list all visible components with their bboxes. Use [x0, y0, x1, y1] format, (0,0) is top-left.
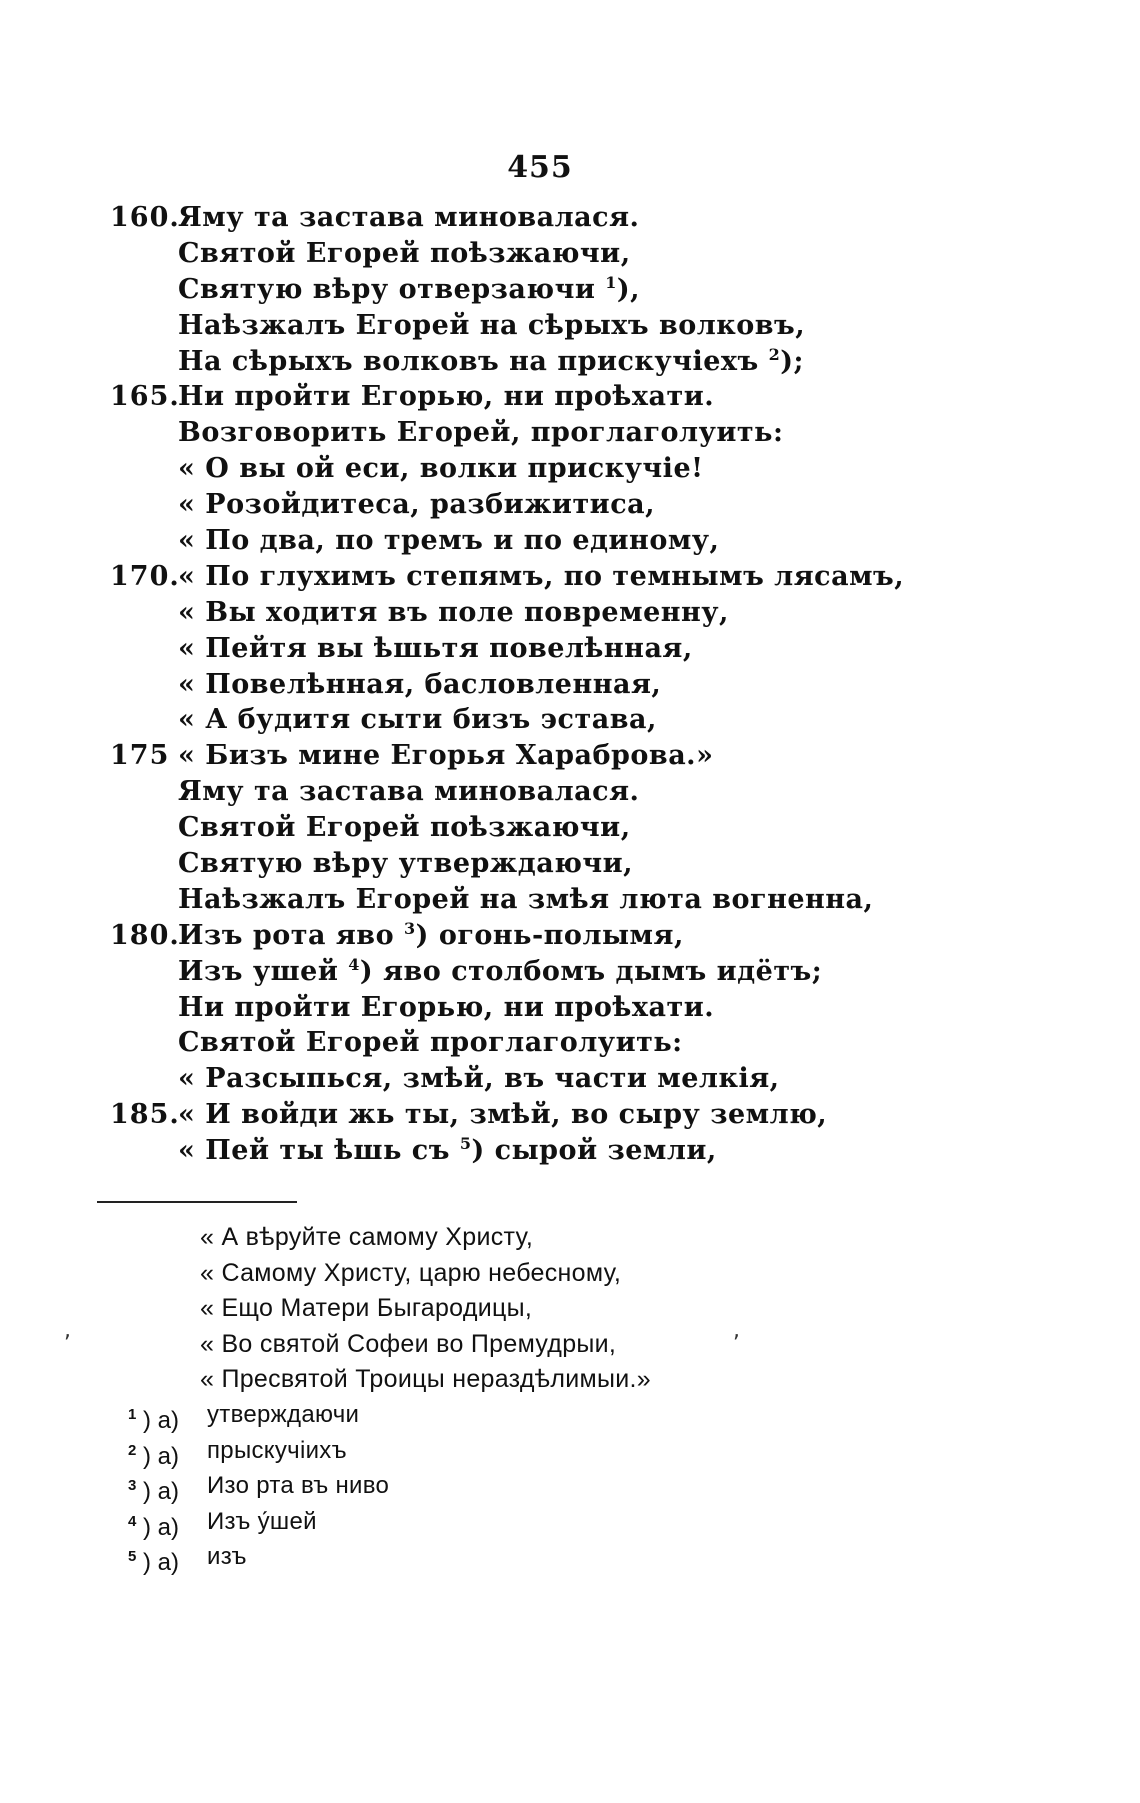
footnote-ref: 3	[404, 918, 416, 938]
verse-line	[0, 595, 1140, 631]
verse-text-main: « Пей ты ѣшь съ	[178, 1135, 450, 1167]
footnote-divider	[97, 1201, 297, 1203]
verse-text	[178, 918, 684, 954]
line-number: 185.	[110, 1099, 180, 1131]
verse-line	[0, 882, 1140, 918]
verse-text-main: Святую вѣру отверзаючи	[178, 273, 596, 305]
footnote-mark	[128, 1539, 179, 1581]
verse-text	[178, 810, 631, 846]
footnote-ref: 4	[348, 954, 360, 974]
verse-text	[178, 308, 805, 344]
verse-text-main: « По два, по тремъ и по единому,	[178, 525, 720, 557]
verse-text	[178, 523, 719, 559]
verse-line	[0, 667, 1140, 703]
verse-line	[0, 810, 1140, 846]
verse-text-main: Святой Егорей поѣзжаючи,	[178, 812, 631, 844]
verse-text-main: « Бизъ мине Егорья Хараброва.»	[178, 740, 714, 772]
verse-block	[0, 200, 1140, 1169]
verse-text-main: Изъ рота яво	[178, 919, 395, 951]
line-number: 180.	[110, 919, 180, 951]
verse-line	[0, 415, 1140, 451]
verse-text	[178, 272, 640, 308]
footnote-ref: 5	[459, 1134, 472, 1154]
verse-line	[0, 1025, 1140, 1061]
verse-text	[178, 990, 714, 1026]
variant-block	[0, 1220, 1140, 1398]
verse-line	[0, 774, 1140, 810]
verse-text-main: « Разсыпься, змѣй, въ части мелкія,	[178, 1063, 780, 1095]
verse-line	[0, 379, 1140, 415]
verse-text-main: « По глухимъ степямъ, по темнымъ лясамъ,	[178, 560, 905, 592]
verse-text-main: « А будитя сыти бизъ эстава,	[178, 704, 657, 736]
verse-line	[0, 308, 1140, 344]
verse-line	[0, 451, 1140, 487]
footnote-text: прыскучіихъ	[207, 1436, 347, 1464]
verse-text	[178, 451, 703, 487]
footnote	[0, 1468, 1140, 1504]
verse-text-main: Изъ ушей	[178, 955, 339, 987]
verse-text-main: Ни пройти Егорью, ни проѣхати.	[178, 991, 715, 1023]
verse-text-main: « Розойдитеса, разбижитиса,	[178, 489, 656, 521]
verse-text	[178, 774, 639, 810]
verse-line	[0, 990, 1140, 1026]
footnote	[0, 1539, 1140, 1575]
footnote-number: 2	[128, 1441, 137, 1459]
verse-text-main: « Повелѣнная, басловленная,	[178, 668, 662, 700]
variant-line	[0, 1220, 1140, 1256]
verse-line	[0, 344, 1140, 380]
verse-line	[0, 918, 1140, 954]
line-number: 165.	[110, 381, 180, 413]
verse-text	[178, 667, 661, 703]
line-number: 170.	[110, 560, 180, 592]
verse-line	[0, 954, 1140, 990]
line-number: 160.	[110, 202, 180, 233]
print-speck: ,	[733, 1318, 740, 1343]
verse-text-main: Яму та застава миновалася.	[178, 202, 640, 233]
verse-text	[178, 882, 873, 918]
footnote-number: 5	[128, 1548, 137, 1565]
verse-text-main: Святой Егорей поѣзжаючи,	[178, 237, 631, 269]
footnote	[0, 1433, 1140, 1469]
footnote-label: ) а)	[136, 1407, 180, 1434]
footnote-text: Изъ у́шей	[207, 1507, 317, 1535]
variant-line	[0, 1327, 1140, 1363]
verse-line	[0, 487, 1140, 523]
verse-line	[0, 1097, 1140, 1133]
verse-line	[0, 1061, 1140, 1097]
verse-text	[178, 595, 729, 631]
verse-line	[0, 702, 1140, 738]
footnote-number: 3	[128, 1477, 137, 1494]
footnote-number: 1	[128, 1406, 137, 1423]
verse-line	[0, 559, 1140, 595]
verse-text-main: Наѣзжалъ Егорей на сѣрыхъ волковъ,	[178, 309, 806, 341]
verse-line	[0, 846, 1140, 882]
verse-line	[0, 738, 1140, 774]
verse-text-after: );	[780, 345, 805, 377]
footnote-number: 4	[128, 1512, 137, 1530]
verse-text	[178, 1133, 717, 1169]
verse-text-main: На сѣрыхъ волковъ на прискучіехъ	[178, 345, 759, 377]
footnote-text: Изо рта въ ниво	[207, 1472, 390, 1499]
verse-text-main: « Вы ходитя въ поле повременну,	[178, 596, 729, 628]
verse-text-main: Ни пройти Егорью, ни проѣхати.	[178, 381, 715, 413]
verse-text-after: ) сырой земли,	[471, 1135, 717, 1167]
verse-text	[178, 954, 822, 990]
variant-text: « Пресвятой Троицы нераздѣлимыи.»	[200, 1365, 652, 1394]
variant-text: « Самому Христу, царю небесному,	[200, 1258, 622, 1287]
verse-text-main: Яму та застава миновалася.	[178, 776, 640, 808]
verse-line	[0, 200, 1140, 236]
verse-text	[178, 1025, 683, 1061]
verse-text	[178, 559, 904, 595]
verse-text-main: « О вы ой еси, волки прискучіе!	[178, 453, 704, 485]
verse-text	[178, 200, 639, 236]
footnote-ref: 1	[605, 272, 617, 292]
verse-text	[178, 415, 783, 451]
variant-line	[0, 1362, 1140, 1398]
verse-line	[0, 236, 1140, 272]
verse-text-after: ) огонь-полымя,	[415, 919, 684, 951]
verse-text	[178, 1097, 827, 1133]
print-speck: ,	[64, 1318, 71, 1343]
footnote-label: ) а)	[136, 1478, 180, 1505]
verse-text	[178, 236, 631, 272]
page-number: 455	[507, 150, 573, 185]
verse-line	[0, 523, 1140, 559]
verse-text	[178, 344, 804, 380]
verse-line	[0, 631, 1140, 667]
verse-text	[178, 846, 633, 882]
footnote	[0, 1504, 1140, 1540]
footnotes-block	[0, 1397, 1140, 1575]
verse-text	[178, 487, 655, 523]
verse-text	[178, 702, 657, 738]
verse-line	[0, 1133, 1140, 1169]
verse-line	[0, 272, 1140, 308]
verse-text	[178, 1061, 780, 1097]
verse-text	[178, 631, 693, 667]
verse-text-main: Святую вѣру утверждаючи,	[178, 848, 634, 880]
verse-text	[178, 379, 714, 415]
verse-text-after: ),	[616, 273, 641, 305]
verse-text-main: « Пейтя вы ѣшьтя повелѣнная,	[178, 632, 693, 664]
variant-text: « Ещо Матери Быгародицы,	[200, 1294, 533, 1323]
verse-text-main: Наѣзжалъ Егорей на змѣя люта вогненна,	[178, 883, 874, 915]
verse-text-main: Возговорить Егорей, проглаголуить:	[178, 417, 784, 449]
footnote-label: ) а)	[136, 1442, 180, 1470]
variant-line	[0, 1256, 1140, 1292]
verse-text-main: « И войди жь ты, змѣй, во сыру землю,	[178, 1099, 828, 1131]
variant-text: « Во святой Софеи во Премудрыи,	[200, 1329, 617, 1358]
verse-text-main: Святой Егорей проглаголуить:	[178, 1027, 683, 1059]
variant-text: « А вѣруйте самому Христу,	[200, 1223, 534, 1251]
variant-line	[0, 1291, 1140, 1327]
footnote-text: изъ	[207, 1543, 247, 1570]
line-number: 175	[110, 740, 170, 772]
footnote	[0, 1397, 1140, 1433]
verse-text	[178, 738, 713, 774]
verse-text-after: ) яво столбомъ дымъ идётъ;	[359, 955, 823, 987]
footnote-label: ) а)	[136, 1549, 180, 1576]
footnote-ref: 2	[768, 344, 781, 364]
footnote-label: ) а)	[136, 1513, 180, 1541]
footnote-text: утверждаючи	[207, 1401, 360, 1428]
